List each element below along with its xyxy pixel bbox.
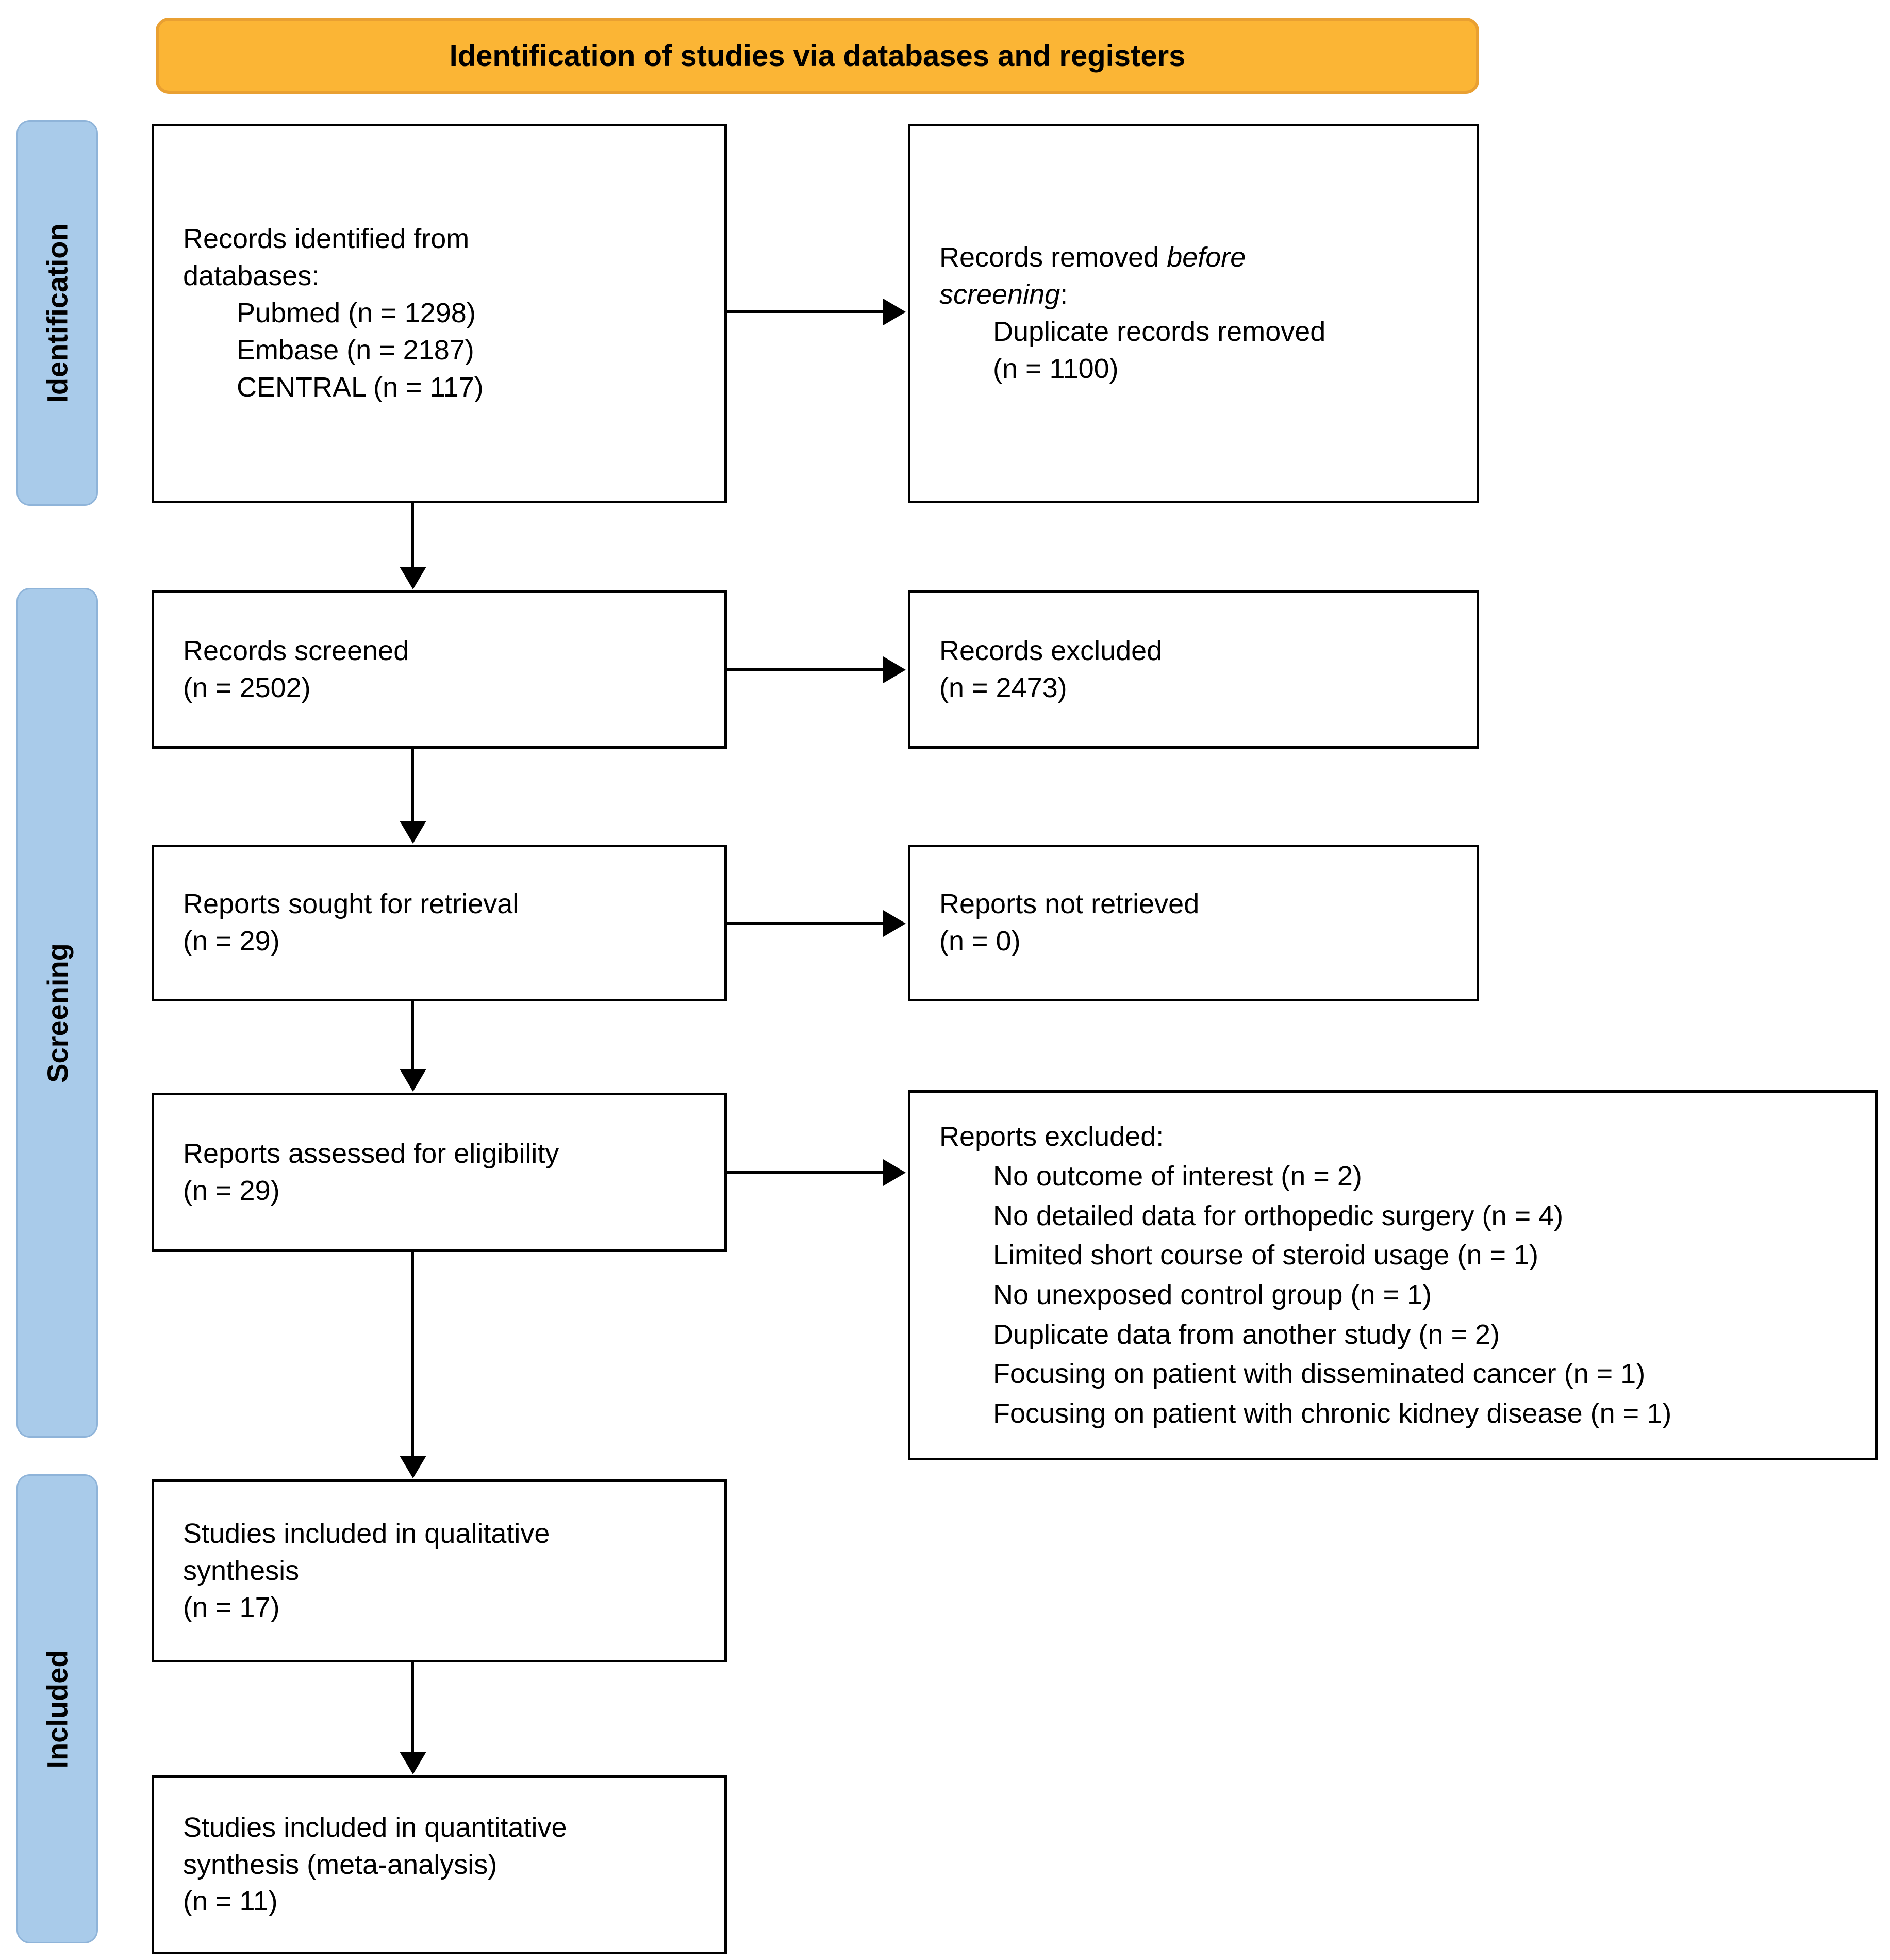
arrow-identified-to-removed	[727, 310, 884, 313]
stage-screening	[16, 588, 98, 1438]
box-records-removed	[908, 124, 1479, 503]
banner-title: Identification of studies via databases and registers	[156, 18, 1479, 94]
box-reports-sought	[152, 845, 727, 1001]
exclusion-reason: No outcome of interest (n = 2)	[993, 1160, 1362, 1192]
box-line-italic: screening	[939, 279, 1060, 310]
box-line: Studies included in quantitative	[183, 1811, 567, 1843]
exclusion-reason: Duplicate data from another study (n = 2)	[993, 1319, 1500, 1350]
box-line: (n = 2502)	[183, 672, 311, 703]
removal-reason: Duplicate records removed	[993, 316, 1326, 347]
database-count: Pubmed (n = 1298)	[237, 298, 476, 329]
arrow-sought-to-assessed	[411, 1001, 414, 1070]
stage-identification-label: Identification	[41, 223, 74, 403]
database-count: CENTRAL (n = 117)	[237, 371, 484, 403]
box-line: Records excluded	[939, 635, 1163, 666]
stage-included-label: Included	[41, 1649, 74, 1769]
arrow-screened-to-excluded	[727, 668, 884, 671]
box-reports-assessed	[152, 1093, 727, 1252]
exclusion-reason: Limited short course of steroid usage (n = 1)	[993, 1240, 1539, 1271]
arrow-assessed-to-qualitative	[411, 1252, 414, 1457]
arrow-sought-to-not-retrieved	[727, 922, 884, 925]
removal-count: (n = 1100)	[993, 353, 1119, 384]
box-line	[939, 276, 1458, 314]
box-line: Records screened	[183, 635, 409, 666]
exclusion-reason: No unexposed control group (n = 1)	[993, 1279, 1432, 1310]
box-line-text: Records removed	[939, 242, 1167, 273]
box-reports-not-retrieved	[908, 845, 1479, 1001]
box-line-italic: before	[1167, 242, 1246, 273]
box-line: (n = 29)	[183, 1175, 280, 1206]
box-line: synthesis	[183, 1555, 300, 1586]
box-line: synthesis (meta-analysis)	[183, 1849, 498, 1880]
exclusion-reason: Focusing on patient with disseminated cancer (n = 1)	[993, 1358, 1646, 1390]
box-line-text: :	[1060, 279, 1068, 310]
box-line: (n = 0)	[939, 926, 1021, 957]
exclusion-reason: Focusing on patient with chronic kidney disease (n = 1)	[993, 1398, 1672, 1429]
box-line: Reports excluded:	[939, 1121, 1164, 1152]
box-line: (n = 2473)	[939, 672, 1067, 703]
box-qualitative-synthesis	[152, 1479, 727, 1662]
stage-included	[16, 1474, 98, 1943]
box-line: Reports not retrieved	[939, 888, 1200, 920]
stage-screening-label: Screening	[41, 943, 74, 1083]
arrow-identified-to-screened	[411, 503, 414, 568]
box-reports-excluded-reasons	[908, 1090, 1878, 1460]
database-count: Embase (n = 2187)	[237, 334, 474, 366]
box-line: Records identified from	[183, 223, 470, 255]
box-line: Reports sought for retrieval	[183, 888, 519, 920]
stage-identification	[16, 120, 98, 506]
box-line: databases:	[183, 260, 320, 292]
box-line	[939, 239, 1458, 276]
arrow-qualitative-to-quantitative	[411, 1662, 414, 1753]
box-records-screened	[152, 590, 727, 749]
exclusion-reason: No detailed data for orthopedic surgery (n = 4)	[993, 1200, 1564, 1231]
box-line: (n = 17)	[183, 1592, 280, 1623]
box-line: Studies included in qualitative	[183, 1518, 550, 1549]
box-quantitative-synthesis	[152, 1775, 727, 1954]
box-line: Reports assessed for eligibility	[183, 1138, 559, 1169]
box-records-identified	[152, 124, 727, 503]
box-records-excluded	[908, 590, 1479, 749]
arrow-screened-to-sought	[411, 749, 414, 822]
box-line: (n = 29)	[183, 926, 280, 957]
box-line: (n = 11)	[183, 1886, 278, 1917]
arrow-assessed-to-excluded-reasons	[727, 1171, 884, 1174]
